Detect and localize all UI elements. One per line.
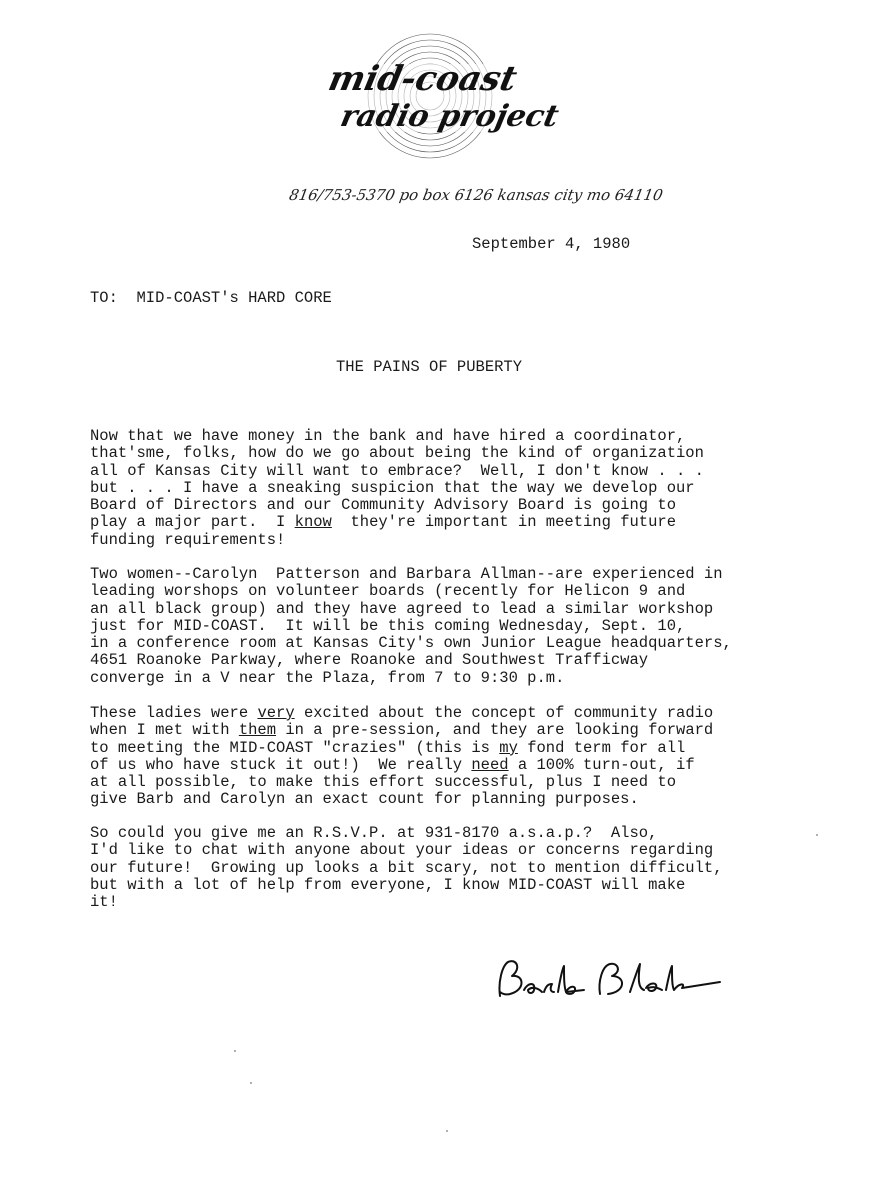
text-line: all of Kansas City will want to embrace? Well, I don't know . . . (90, 461, 704, 480)
svg-text:816/753-5370 po box 6126 kan: 816/753-5370 po box 6126 kansas city mo 64110 (287, 186, 665, 204)
letter-title: THE PAINS OF PUBERTY (336, 358, 523, 376)
svg-text:radio project: radio project (337, 99, 562, 134)
text-line: I'd like to chat with anyone about your ideas or concerns regarding (90, 841, 714, 860)
scan-speck (446, 1130, 448, 1132)
text-line: when I met with (90, 721, 239, 740)
text-line: converge in a V near the Plaza, from 7 to 9:30 p.m. (90, 668, 565, 687)
body-paragraph-1 (90, 428, 704, 549)
underlined-word: them (238, 721, 277, 740)
text-line: Two women--Carolyn Patterson and Barbara Allman--are experienced in (90, 565, 723, 583)
underlined-word: know (294, 513, 332, 532)
text-line: Now that we have money in the bank and have hired a coordinator, (90, 427, 686, 445)
underlined-word: need (471, 755, 509, 774)
text-line: Board of Directors and our Community Advisory Board is going to (90, 496, 676, 515)
text-line: 4651 Roanoke Parkway, where Roanoke and Southwest Trafficway (90, 651, 649, 670)
text-line: they're important in meeting future (331, 513, 677, 532)
text-line: at all possible, to make this effort successful, plus I need to (90, 773, 676, 792)
text-line: to meeting the MID-COAST "crazies" (this is (90, 738, 500, 757)
text-line: a 100% turn-out, if (508, 755, 695, 774)
body-paragraph-3 (90, 705, 713, 809)
text-line: leading worshops on volunteer boards (recently for Helicon 9 and (90, 582, 686, 601)
text-line: our future! Growing up looks a bit scary, not to mention difficult, (90, 858, 723, 877)
body-paragraph-2 (90, 566, 732, 687)
text-line: that'sme, folks, how do we go about being the kind of organization (90, 444, 704, 463)
text-line: fond term for all (517, 738, 686, 757)
text-line: but . . . I have a sneaking suspicion that the way we develop our (90, 478, 695, 497)
letter-date: September 4, 1980 (472, 235, 631, 253)
text-line: but with a lot of help from everyone, I know MID-COAST will make (90, 875, 686, 894)
scan-speck (250, 1082, 252, 1084)
text-line: give Barb and Carolyn an exact count for planning purposes. (90, 790, 639, 809)
text-line: play a major part. I (90, 513, 295, 532)
underlined-word: my (499, 738, 518, 757)
mid-coast-logo (324, 28, 562, 178)
underlined-word: very (257, 704, 295, 722)
recipient-line: TO: MID-COAST's HARD CORE (90, 289, 332, 307)
body-paragraph-4 (90, 825, 723, 911)
text-line: excited about the concept of community radio (294, 704, 714, 722)
text-line: funding requirements! (90, 530, 286, 549)
text-line: in a conference room at Kansas City's own Junior League headquarters, (90, 634, 732, 653)
text-line: an all black group) and they have agreed to lead a similar workshop (90, 599, 714, 618)
scan-speck (234, 1050, 236, 1052)
text-line: These ladies were (90, 704, 258, 722)
text-line: of us who have stuck it out!) We really (90, 755, 472, 774)
text-line: just for MID-COAST. It will be this coming Wednesday, Sept. 10, (90, 616, 686, 635)
text-line: So could you give me an R.S.V.P. at 931-8170 a.s.a.p.? Also, (90, 824, 658, 842)
svg-text:mid-coast: mid-coast (324, 59, 521, 99)
handwritten-signature (488, 952, 728, 1012)
text-line: in a pre-session, and they are looking forward (276, 721, 714, 740)
letterhead-contact-line (287, 180, 665, 210)
scan-speck (816, 834, 818, 836)
text-line: it! (90, 893, 118, 912)
